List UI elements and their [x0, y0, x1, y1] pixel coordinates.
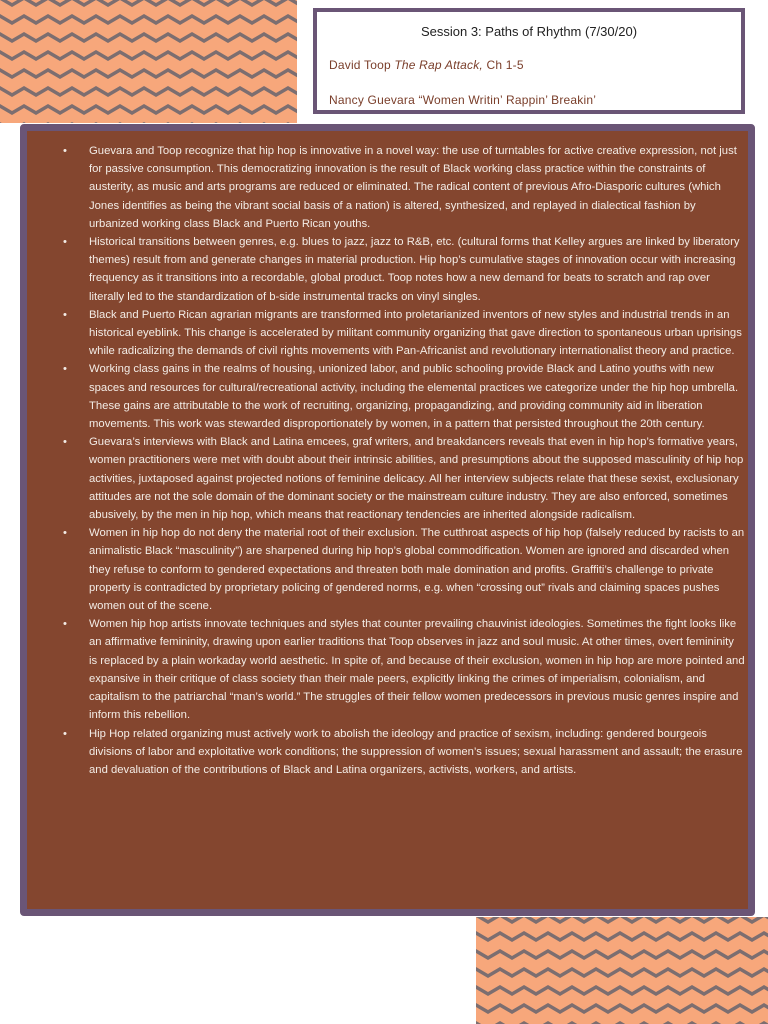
session-header-box — [313, 8, 745, 114]
bullet-text: Guevara’s interviews with Black and Latina emcees, graf writers, and breakdancers reveals that even in hip hop’s formative years, women practitioners were met with doubt about their intrinsic abilities, and presumptions about the supposed masculinity of hip hop activities, juxtaposed against projected notions of feminine delicacy. All her interview subjects relate that these sexist, exclusionary attitudes are not the sole domain of the dominant society or the mainstream culture industry. They are also enforced, sometimes abusively, by the men in hip hop, which means that reactionary tendencies are inherited alongside radicalism. — [89, 436, 744, 522]
list-item — [57, 524, 745, 615]
notes-content-box — [20, 124, 755, 916]
chevron-pattern-top — [0, 0, 297, 123]
session-title: Session 3: Paths of Rhythm (7/30/20) — [420, 24, 638, 39]
bullet-icon: • — [63, 308, 67, 321]
bullet-icon: • — [63, 436, 67, 449]
bullet-text: Women in hip hop do not deny the material root of their exclusion. The cutthroat aspects of hip hop (falsely reduced by racists to an animalistic Black “masculinity”) are sharpened during hip hop’s global commodification. Women are ignored and discarded when they refuse to conform to gendered expectations and threaten both male domination and profits. Graffiti’s challenge to private property is contradicted by proprietary policing of gendered norms, e.g. when “crossing out” rivals and claiming spaces pushes women out of the scene. — [89, 527, 745, 613]
list-item — [57, 433, 745, 524]
reading-toop — [329, 58, 524, 72]
bullet-icon: • — [63, 363, 67, 376]
bullet-icon: • — [63, 236, 67, 249]
bullet-icon: • — [63, 527, 67, 540]
list-item — [57, 725, 745, 780]
list-item — [57, 306, 745, 361]
list-item — [57, 142, 745, 233]
list-item — [57, 360, 745, 433]
bullet-icon: • — [63, 727, 67, 740]
list-item — [57, 615, 745, 724]
bullet-text: Women hip hop artists innovate techniques and styles that counter prevailing chauvinist ideologies. Sometimes the fight looks like an affirmative femininity, drawing upon earlier traditions that Toop observes in jazz and soul music. At other times, overt femininity is replaced by a plain workaday world aesthetic. In spite of, and because of their exclusion, women in hip hop are more pointed and expansive in their critique of class society than their male peers, explicitly linking the crimes of imperialism, colonialism, and capitalism to the patriarchal “man’s world.” The struggles of their fellow women predecessors in previous music genres inspire and inform this rebellion. — [89, 618, 745, 722]
bullet-text: Hip Hop related organizing must actively work to abolish the ideology and practice of sexism, including: gendered bourgeois divisions of labor and exploitative work conditions; the suppression of women’s issues; sexual harassment and assault; the erasure and devaluation of the contributions of Black and Latina organizers, activists, workers, and artists. — [89, 727, 743, 776]
reading-guevara: Nancy Guevara “Women Writin’ Rappin’ Breakin’ — [329, 93, 597, 107]
notes-bullet-list — [57, 142, 745, 779]
list-item — [57, 233, 745, 306]
bullet-icon: • — [63, 145, 67, 157]
reading-toop-author: David Toop — [329, 58, 395, 72]
bullet-text: Guevara and Toop recognize that hip hop is innovative in a novel way: the use of turntables for active creative expression, not just for passive consumption. This democratizing innovation is the result of Black working class practice within the constraints of austerity, as music and arts programs are reduced or eliminated. The radical content of previous Afro-Diasporic cultures (which Jones identifies as being the vibrant social basis of a nation) is altered, synthesized, and replayed in dialectical fashion by urbanized working class Black and Puerto Rican youths. — [89, 145, 737, 230]
reading-toop-chapters: Ch 1-5 — [482, 58, 524, 72]
chevron-pattern-bottom — [476, 917, 768, 1024]
bullet-text: Historical transitions between genres, e.g. blues to jazz, jazz to R&B, etc. (cultural forms that Kelley argues are linked by liberatory themes) result from and generate changes in material production. Hip hop’s cumulative stages of innovation occur with increasing frequency as it transitions into a recordable, global product. Toop notes how a new demand for beats to scratch and rap over literally led to the standardization of b-side instrumental tracks on vinyl singles. — [89, 236, 740, 303]
bullet-text: Black and Puerto Rican agrarian migrants are transformed into proletarianized inventors of new styles and industrial trends in an historical eyeblink. This change is accelerated by militant community organizing that gave direction to spontaneous urban uprisings while radicalizing the demands of civil rights movements with Pan-Africanist and revolutionary internationalist theory and practice. — [89, 308, 742, 358]
reading-toop-title: The Rap Attack, — [394, 58, 483, 72]
bullet-icon: • — [63, 618, 67, 631]
bullet-text: Working class gains in the realms of housing, unionized labor, and public schooling provide Black and Latino youths with new spaces and resources for cultural/recreational activity, including the elemental practices we categorize under the hip hop umbrella. These gains are attributable to the work of recruiting, organizing, propagandizing, and providing community aid in liberation movements. This work was stewarded disproportionately by women, in a pattern that persisted throughout the 20th century. — [89, 363, 739, 431]
